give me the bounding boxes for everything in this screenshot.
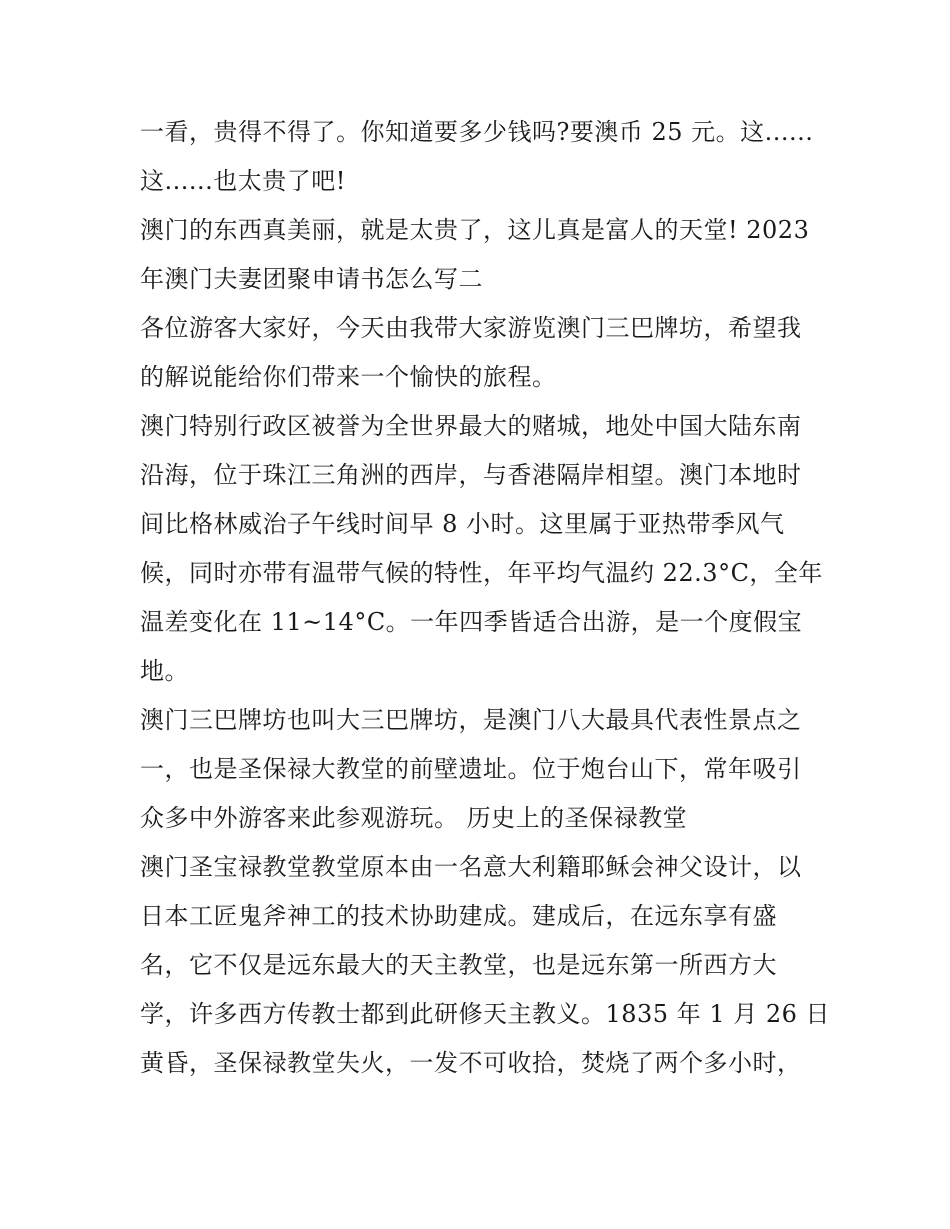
text-line: 各位游客大家好，今天由我带大家游览澳门三巴牌坊，希望我	[140, 314, 802, 342]
text-line: 众多中外游客来此参观游玩。 历史上的圣保禄教堂	[140, 804, 688, 832]
text-line: 澳门的东西真美丽，就是太贵了，这儿真是富人的天堂! 2023	[140, 216, 810, 244]
text-line: 澳门圣宝禄教堂教堂原本由一名意大利籍耶稣会神父设计，以	[140, 853, 802, 881]
text-line: 候，同时亦带有温带气候的特性，年平均气温约 22.3°C，全年	[140, 559, 823, 587]
text-line: 黄昏，圣保禄教堂失火，一发不可收拾，焚烧了两个多小时，	[140, 1049, 802, 1077]
text-line: 一，也是圣保禄大教堂的前壁遗址。位于炮台山下，常年吸引	[140, 755, 802, 783]
text-line: 年澳门夫妻团聚申请书怎么写二	[140, 265, 483, 293]
text-line: 的解说能给你们带来一个愉快的旅程。	[140, 363, 557, 391]
text-line: 澳门特别行政区被誉为全世界最大的赌城，地处中国大陆东南	[140, 412, 802, 440]
text-line: 一看，贵得不得了。你知道要多少钱吗?要澳币 25 元。这......	[140, 118, 814, 146]
text-line: 沿海，位于珠江三角洲的西岸，与香港隔岸相望。澳门本地时	[140, 461, 802, 489]
text-line: 澳门三巴牌坊也叫大三巴牌坊，是澳门八大最具代表性景点之	[140, 706, 802, 734]
document-page	[140, 108, 831, 1088]
text-line: 学，许多西方传教士都到此研修天主教义。1835 年 1 月 26 日	[140, 1000, 831, 1028]
text-line: 温差变化在 11~14°C。一年四季皆适合出游，是一个度假宝	[140, 608, 803, 636]
text-line: 日本工匠鬼斧神工的技术协助建成。建成后，在远东享有盛	[140, 902, 777, 930]
text-line: 间比格林威治子午线时间早 8 小时。这里属于亚热带季风气	[140, 510, 785, 538]
text-line: 名，它不仅是远东最大的天主教堂，也是远东第一所西方大	[140, 951, 777, 979]
text-line: 地。	[140, 657, 189, 685]
text-line: 这......也太贵了吧!	[140, 167, 346, 195]
